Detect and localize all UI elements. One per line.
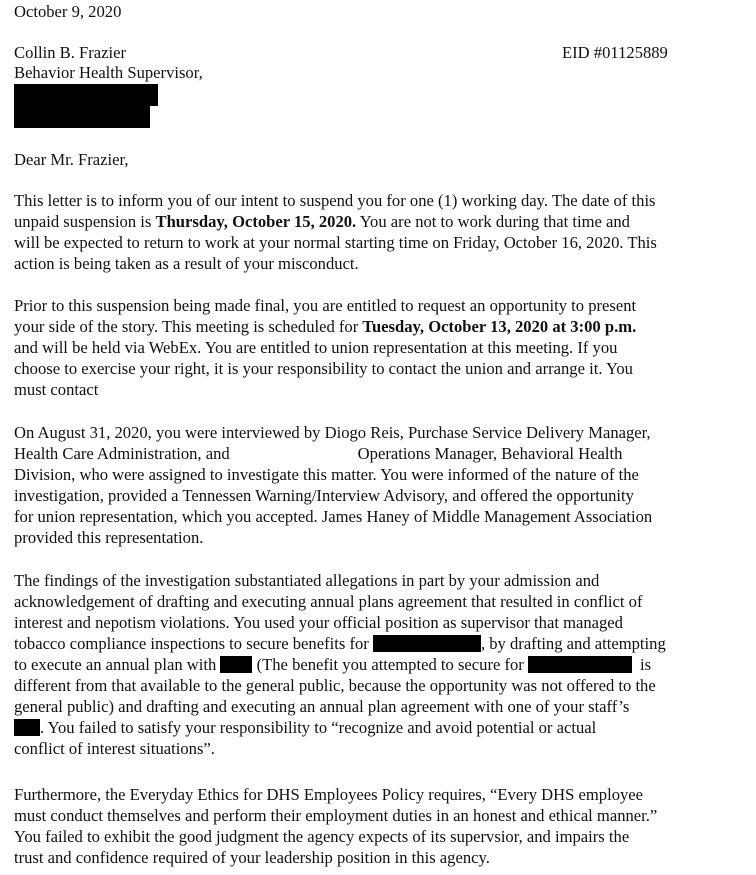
p4-line-6: different from that available to the general public, because the opportunity was not offered to the — [14, 676, 656, 695]
p2-line-4: choose to exercise your right, it is your responsibility to contact the union and arrange it. You — [14, 359, 633, 378]
redacted-address — [14, 84, 158, 128]
p3-line-1: On August 31, 2020, you were interviewed by Diogo Reis, Purchase Service Delivery Manager, — [14, 423, 651, 442]
p5-line-1: Furthermore, the Everyday Ethics for DHS Employees Policy requires, “Every DHS employee — [14, 785, 644, 804]
salutation: Dear Mr. Frazier, — [14, 150, 129, 169]
p4-line-5: to execute an annual plan with (The benefit you attempted to secure for is — [14, 655, 652, 674]
p4-line-1: The findings of the investigation substantiated allegations in part by your admission and — [14, 571, 600, 590]
p4-line-2: acknowledgement of drafting and executing annual plans agreement that resulted in conflict of — [14, 592, 643, 611]
redaction — [220, 656, 252, 673]
p3-line-2: Health Care Administration, and Operations Manager, Behavioral Health — [14, 444, 623, 463]
recipient-title: Behavior Health Supervisor, — [14, 63, 203, 82]
redaction — [14, 719, 40, 736]
p1-line-1: This letter is to inform you of our intent to suspend you for one (1) working day. The date of this — [14, 191, 656, 210]
p5-line-2: must conduct themselves and perform their employment duties in an honest and ethical manner.” — [14, 806, 658, 825]
p2-line-3: and will be held via WebEx. You are entitled to union representation at this meeting. If you — [14, 338, 618, 357]
p3-line-3: Division, who were assigned to investigate this matter. You were informed of the nature of the — [14, 465, 639, 484]
p3-line-5: for union representation, which you accepted. James Haney of Middle Management Association — [14, 507, 653, 526]
letter-date: October 9, 2020 — [14, 2, 122, 21]
p3-line-4: investigation, provided a Tennessen Warning/Interview Advisory, and offered the opportunity — [14, 486, 634, 505]
redaction — [373, 635, 481, 652]
p5-line-3: You failed to exhibit the good judgment the agency expects of its supervsior, and impairs the — [14, 827, 630, 846]
p2-line-1: Prior to this suspension being made final, you are entitled to request an opportunity to present — [14, 296, 637, 315]
redaction — [528, 656, 632, 673]
employee-id: EID #01125889 — [562, 43, 668, 62]
p4-line-9: conflict of interest situations”. — [14, 739, 215, 758]
p1-line-2: unpaid suspension is Thursday, October 15, 2020. You are not to work during that time and — [14, 212, 630, 231]
p1-line-3: will be expected to return to work at your normal starting time on Friday, October 16, 2020. This — [14, 233, 657, 252]
p3-line-6: provided this representation. — [14, 528, 204, 547]
p4-line-8: . You failed to satisfy your responsibility to “recognize and avoid potential or actual — [14, 718, 596, 738]
p2-line-2: your side of the story. This meeting is scheduled for Tuesday, October 13, 2020 at 3:00 p.m. — [14, 317, 637, 336]
p2-line-5: must contact — [14, 380, 99, 399]
p1-line-4: action is being taken as a result of your misconduct. — [14, 254, 359, 273]
p4-line-4: tobacco compliance inspections to secure benefits for , by drafting and attempting — [14, 634, 666, 653]
p4-line-3: interest and nepotism violations. You used your official position as supervisor that managed — [14, 613, 623, 632]
p4-line-7: general public) and drafting and executing an annual plan agreement with one of your staff’s — [14, 697, 630, 716]
recipient-name: Collin B. Frazier — [14, 43, 126, 62]
p5-line-4: trust and confidence required of your leadership position in this agency. — [14, 848, 490, 867]
